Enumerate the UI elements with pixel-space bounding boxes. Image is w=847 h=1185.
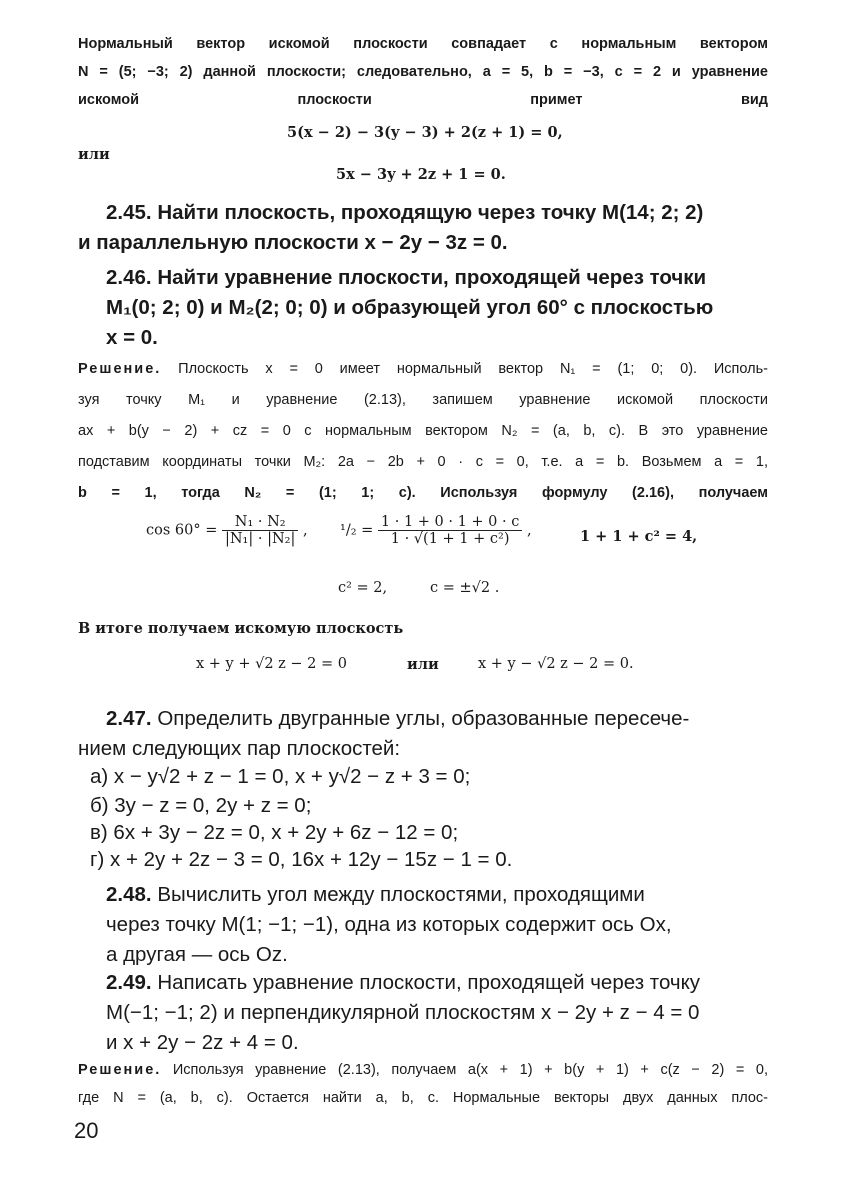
fraction-numerator: N₁ · N₂: [222, 514, 298, 531]
problem-text: Вычислить угол между плоскостями, проходящими: [157, 883, 645, 906]
equation-item: б) 3y − z = 0, 2y + z = 0;: [90, 794, 312, 817]
solution-2-46: [78, 354, 768, 509]
problem-2-47: [78, 704, 770, 764]
equation-item: г) x + 2y + 2z − 3 = 0, 16x + 12y − 15z − 1 = 0.: [90, 848, 513, 871]
problem-2-46: [78, 263, 770, 353]
problem-text: x = 0.: [106, 326, 158, 349]
problem-number: 2.48.: [106, 883, 152, 906]
solution-label: Решение.: [78, 1062, 162, 1078]
text-line: b = 1, тогда N₂ = (1; 1; c). Используя формулу (2.16), получаем: [78, 485, 768, 501]
text-line: N = (5; −3; 2) данной плоскости; следовательно, a = 5, b = −3, c = 2 и уравнение: [78, 64, 768, 80]
half-formula: ¹/₂ = $\frac{1 \cdot 1 + 0 \cdot 1 + 0 \cdot c}{\text{1 · √(1 + 1 + c²)}}$ ,: [340, 514, 532, 547]
solution-label: Решение.: [78, 361, 162, 377]
connector-text: или: [407, 656, 439, 673]
text-line: искомой плоскости примет вид: [78, 92, 768, 108]
problem-number: 2.46.: [106, 266, 152, 289]
problem-text: и x + 2y − 2z + 4 = 0.: [106, 1031, 299, 1054]
problem-number: 2.47.: [106, 707, 152, 730]
equation-item: в) 6x + 3y − 2z = 0, x + 2y + 6z − 12 = 0;: [90, 821, 459, 844]
formula: c = ±√2 .: [430, 580, 500, 596]
text-line: Нормальный вектор искомой плоскости совпадает с нормальным вектором: [78, 36, 768, 52]
problem-2-45: [78, 198, 770, 258]
formula: x + y + √2 z − 2 = 0: [196, 656, 348, 672]
problem-text: нием следующих пар плоскостей:: [78, 737, 401, 760]
formula: 5(x − 2) − 3(y − 3) + 2(z + 1) = 0,: [287, 124, 563, 141]
problem-text: M₁(0; 2; 0) и M₂(2; 0; 0) и образующей угол 60° с плоскостью: [106, 296, 714, 319]
text-line: Плоскость x = 0 имеет нормальный вектор N₁ = (1; 0; 0). Исполь-: [178, 361, 769, 377]
text-line: подставим координаты точки M₂: 2a − 2b + 0 · c = 0, т.е. a = b. Возьмем a = 1,: [78, 454, 768, 470]
problem-2-48: [78, 880, 770, 970]
text-line: зуя точку M₁ и уравнение (2.13), запишем уравнение искомой плоскости: [78, 392, 768, 408]
problem-text: Найти плоскость, проходящую через точку M(14; 2; 2): [157, 201, 704, 224]
fraction-denominator: 1 · √(1 + 1 + c²): [390, 531, 510, 547]
text-line: Используя уравнение (2.13), получаем a(x + 1) + b(y + 1) + c(z − 2) = 0,: [172, 1062, 768, 1078]
problem-text: Определить двугранные углы, образованные пересече-: [157, 707, 690, 730]
problem-text: Найти уравнение плоскости, проходящей через точки: [157, 266, 707, 289]
cos-formula: cos 60° = $\frac{\text{N₁ · N₂}}{\text{|N₁| · |N₂|}}$ ,: [146, 514, 308, 547]
fraction: [222, 514, 298, 547]
page-number: 20: [74, 1118, 99, 1143]
fraction-numerator: 1 · 1 + 0 · 1 + 0 · c: [378, 514, 522, 531]
formula-part: cos 60° =: [146, 522, 218, 539]
problem-number: 2.45.: [106, 201, 152, 224]
connector-text: или: [78, 146, 110, 163]
formula: 1 + 1 + c² = 4,: [580, 528, 698, 545]
problem-text: Написать уравнение плоскости, проходящей через точку: [157, 971, 701, 994]
solution-2-49: [78, 1056, 768, 1112]
problem-text: M(−1; −1; 2) и перпендикулярной плоскостям x − 2y + z − 4 = 0: [106, 1001, 700, 1024]
fraction-denominator: |N₁| · |N₂|: [224, 531, 296, 547]
text-line: где N = (a, b, c). Остается найти a, b, c. Нормальные векторы двух данных плос-: [78, 1090, 768, 1106]
formula: c² = 2,: [338, 580, 388, 596]
fraction: [378, 514, 522, 547]
problem-text: и параллельную плоскости x − 2y − 3z = 0.: [78, 231, 508, 254]
equation-item: а) x − y√2 + z − 1 = 0, x + y√2 − z + 3 = 0;: [90, 765, 471, 788]
text-line: ax + b(y − 2) + cz = 0 с нормальным вектором N₂ = (a, b, c). В это уравнение: [78, 423, 768, 439]
formula: x + y − √2 z − 2 = 0.: [478, 656, 634, 672]
problem-number: 2.49.: [106, 971, 152, 994]
formula-part: ¹/₂ =: [340, 522, 374, 539]
problem-text: а другая — ось Oz.: [106, 943, 288, 966]
problem-2-49: [78, 968, 770, 1058]
text-line: В итоге получаем искомую плоскость: [78, 620, 404, 637]
intro-paragraph: [78, 30, 768, 114]
formula: 5x − 3y + 2z + 1 = 0.: [336, 166, 506, 183]
problem-text: через точку M(1; −1; −1), одна из которых содержит ось Ox,: [106, 913, 672, 936]
